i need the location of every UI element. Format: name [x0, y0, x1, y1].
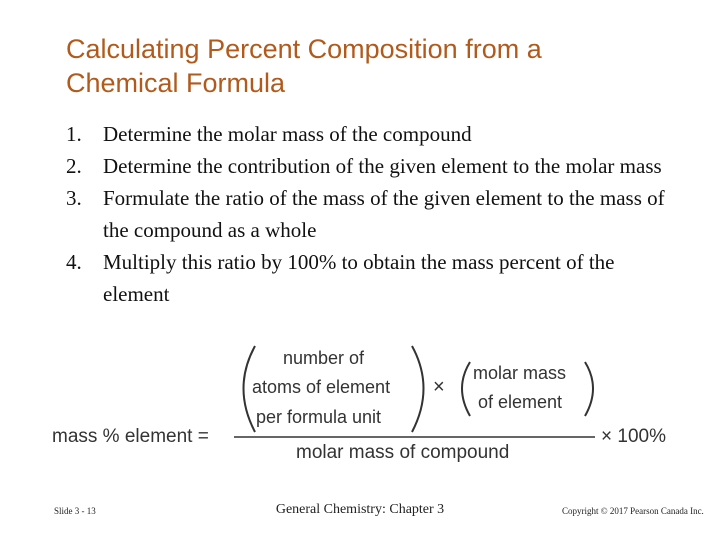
step-number: 4. — [66, 250, 82, 274]
formula-numerator-line-3: per formula unit — [256, 407, 382, 427]
right-paren-small — [585, 362, 593, 416]
formula-denominator: molar mass of compound — [296, 442, 510, 463]
step-number: 3. — [66, 186, 82, 210]
slide-title-line-2: Chemical Formula — [66, 68, 286, 98]
step-text: Determine the contribution of the given element to the molar mass — [103, 154, 662, 178]
step-item — [66, 150, 686, 182]
formula-molar-mass-line-1: molar mass — [473, 363, 567, 383]
footer-copyright: Copyright © 2017 Pearson Canada Inc. — [562, 506, 704, 516]
step-number: 1. — [66, 122, 82, 146]
formula-numerator-line-2: atoms of element — [252, 377, 391, 397]
slide-title-line-1: Calculating Percent Composition from a — [66, 34, 542, 64]
formula-lhs: mass % element = — [52, 426, 209, 447]
formula-numerator-line-1: number of — [283, 348, 365, 368]
slide-title — [66, 32, 686, 100]
right-paren-large — [412, 346, 424, 432]
step-item — [66, 182, 686, 246]
formula-molar-mass-line-2: of element — [478, 392, 563, 412]
step-number: 2. — [66, 154, 82, 178]
percent-composition-formula — [50, 340, 690, 470]
left-paren-small — [462, 362, 470, 416]
step-text: Multiply this ratio by 100% to obtain the mass percent of the element — [103, 250, 615, 306]
formula-multiplier: × 100% — [601, 426, 666, 447]
formula-times-sign: × — [433, 376, 445, 398]
step-text: Formulate the ratio of the mass of the given element to the mass of the compound as a whole — [103, 186, 665, 242]
step-item — [66, 246, 686, 310]
steps-list — [66, 118, 686, 310]
footer-chapter: General Chemistry: Chapter 3 — [275, 502, 445, 517]
step-text: Determine the molar mass of the compound — [103, 122, 472, 146]
step-item — [66, 118, 686, 150]
slide-number: Slide 3 - 13 — [54, 506, 96, 516]
